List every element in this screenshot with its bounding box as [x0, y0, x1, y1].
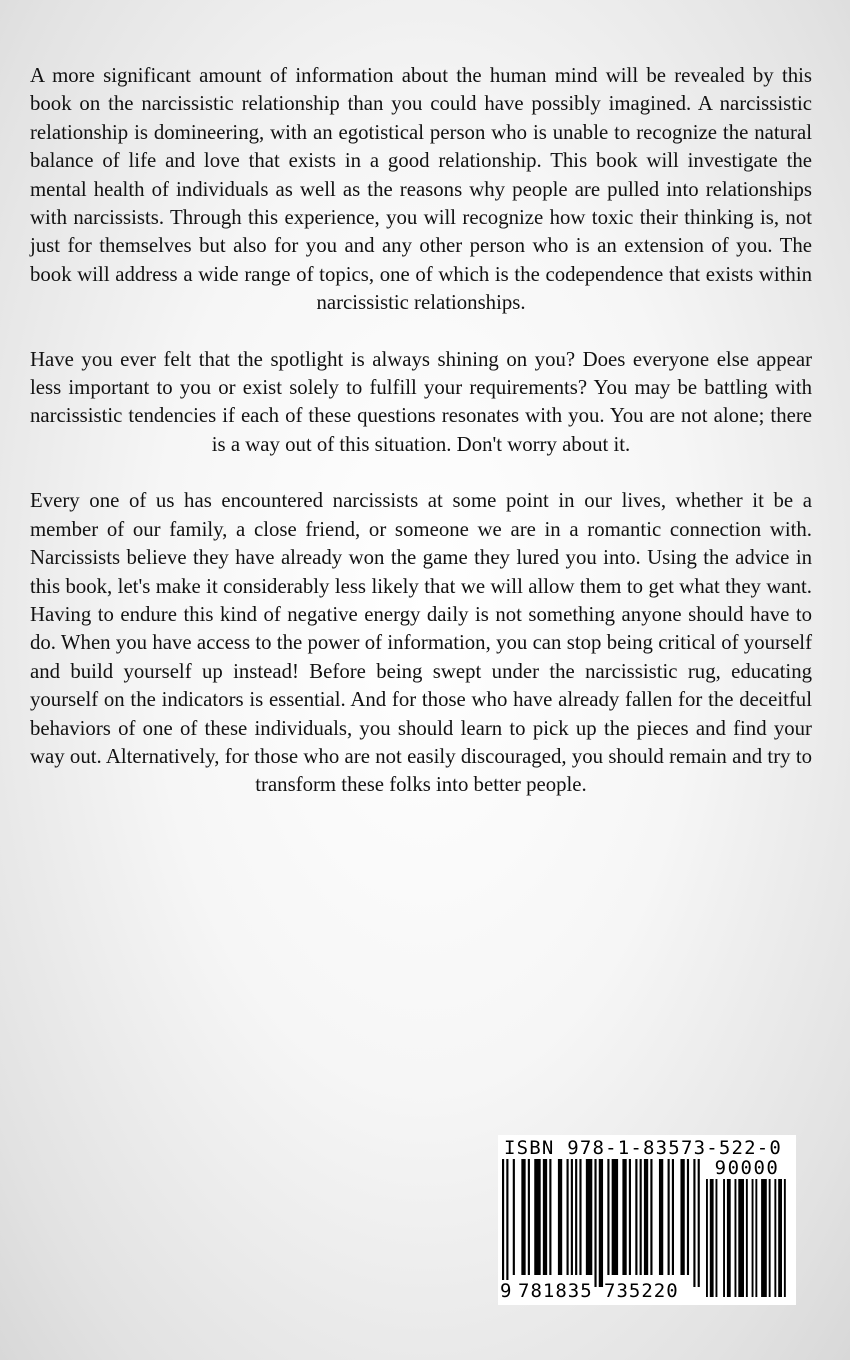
barcode-bar: [668, 1159, 670, 1275]
barcode-bar: [575, 1159, 577, 1275]
isbn-barcode: [498, 1135, 796, 1305]
barcode-bar: [612, 1159, 618, 1275]
barcode-bar: [644, 1159, 648, 1275]
barcode-bar: [752, 1179, 754, 1297]
barcode-bar: [672, 1159, 674, 1275]
barcode-bar: [543, 1159, 547, 1275]
barcode-bar: [723, 1179, 725, 1297]
barcode-bar: [594, 1159, 596, 1287]
barcode-bar: [716, 1179, 718, 1297]
barcode-bar: [502, 1159, 504, 1287]
barcode-bar: [727, 1179, 731, 1297]
barcode-bar: [528, 1159, 530, 1275]
barcode-bar: [735, 1179, 737, 1297]
barcode-bar: [698, 1159, 700, 1287]
addon-barcode-bars: [706, 1179, 790, 1299]
barcode-bar: [513, 1159, 515, 1275]
barcode-bar: [599, 1159, 603, 1287]
barcode-bar: [680, 1159, 684, 1275]
barcode-bar: [549, 1159, 551, 1275]
barcode-bar: [687, 1159, 689, 1275]
barcode-bar: [521, 1159, 525, 1275]
barcode-bar: [640, 1159, 642, 1275]
barcode-bar: [710, 1179, 714, 1297]
barcode-bar: [622, 1159, 626, 1275]
ean-left-group: 781835: [518, 1280, 593, 1302]
back-cover-text: [30, 62, 812, 828]
barcode-bar: [558, 1159, 562, 1275]
barcode-bar: [706, 1179, 708, 1297]
barcode-bar: [586, 1159, 592, 1275]
barcode-bar: [778, 1179, 782, 1297]
ean-first-digit: 9: [500, 1280, 512, 1302]
ean-barcode-bars: [502, 1159, 700, 1299]
description-paragraph-1: A more significant amount of information about the human mind will be revealed by this book on the narcissistic relationship than you could have possibly imagined. A narcissistic relationship is domineering, with an egotistical person who is unable to recognize the natural balance of life and love that exists in a good relationship. This book will investigate the mental health of individuals as well as the reasons why people are pulled into relationships with narcissists. Through this experience, you will recognize how toxic their thinking is, not just for themselves but also for you and any other person who is an extension of you. The book will address a wide range of topics, one of which is the codependence that exists within narcissistic relationships.: [30, 64, 812, 315]
barcode-bar: [774, 1179, 776, 1297]
ean-right-group: 735220: [604, 1280, 679, 1302]
description-paragraph-2: Have you ever felt that the spotlight is always shining on you? Does everyone else appear less important to you or exist solely to fulfill your requirements? You may be battling with narcissistic tendencies if each of these questions resonates with you. You are not alone; there is a way out of this situation. Don't worry about it.: [30, 347, 812, 456]
barcode-bar: [571, 1159, 573, 1275]
barcode-bar: [784, 1179, 786, 1297]
barcode-bar: [659, 1159, 663, 1275]
isbn-label: ISBN 978-1-83573-522-0: [504, 1137, 783, 1159]
barcode-bar: [579, 1159, 581, 1275]
barcode-bar: [769, 1179, 771, 1297]
barcode-bar: [534, 1159, 540, 1275]
barcode-bar: [635, 1159, 637, 1275]
barcode-bar: [607, 1159, 609, 1275]
barcode-bar: [506, 1159, 508, 1287]
barcode-bar: [761, 1179, 767, 1297]
barcode-bar: [567, 1159, 569, 1275]
barcode-bar: [629, 1159, 631, 1275]
barcode-bar: [746, 1179, 748, 1297]
barcode-bar: [650, 1159, 652, 1275]
barcode-bar: [693, 1159, 695, 1287]
barcode-bar: [738, 1179, 744, 1297]
price-code: 90000: [714, 1157, 780, 1179]
barcode-bar: [755, 1179, 757, 1297]
description-paragraph-3: Every one of us has encountered narcissists at some point in our lives, whether it be a member of our family, a close friend, or someone we are in a romantic connection with. Narcissists believe they have already won the game they lured you into. Using the advice in this book, let's make it considerably less likely that we will allow them to get what they want. Having to endure this kind of negative energy daily is not something anyone should have to do. When you have access to the power of information, you can stop being critical of yourself and build yourself up instead! Before being swept under the narcissistic rug, educating yourself on the indicators is essential. And for those who have already fallen for the deceitful behaviors of one of these individuals, you should learn to pick up the pieces and find your way out. Alternatively, for those who are not easily discouraged, you should remain and try to transform these folks into better people.: [30, 489, 812, 797]
